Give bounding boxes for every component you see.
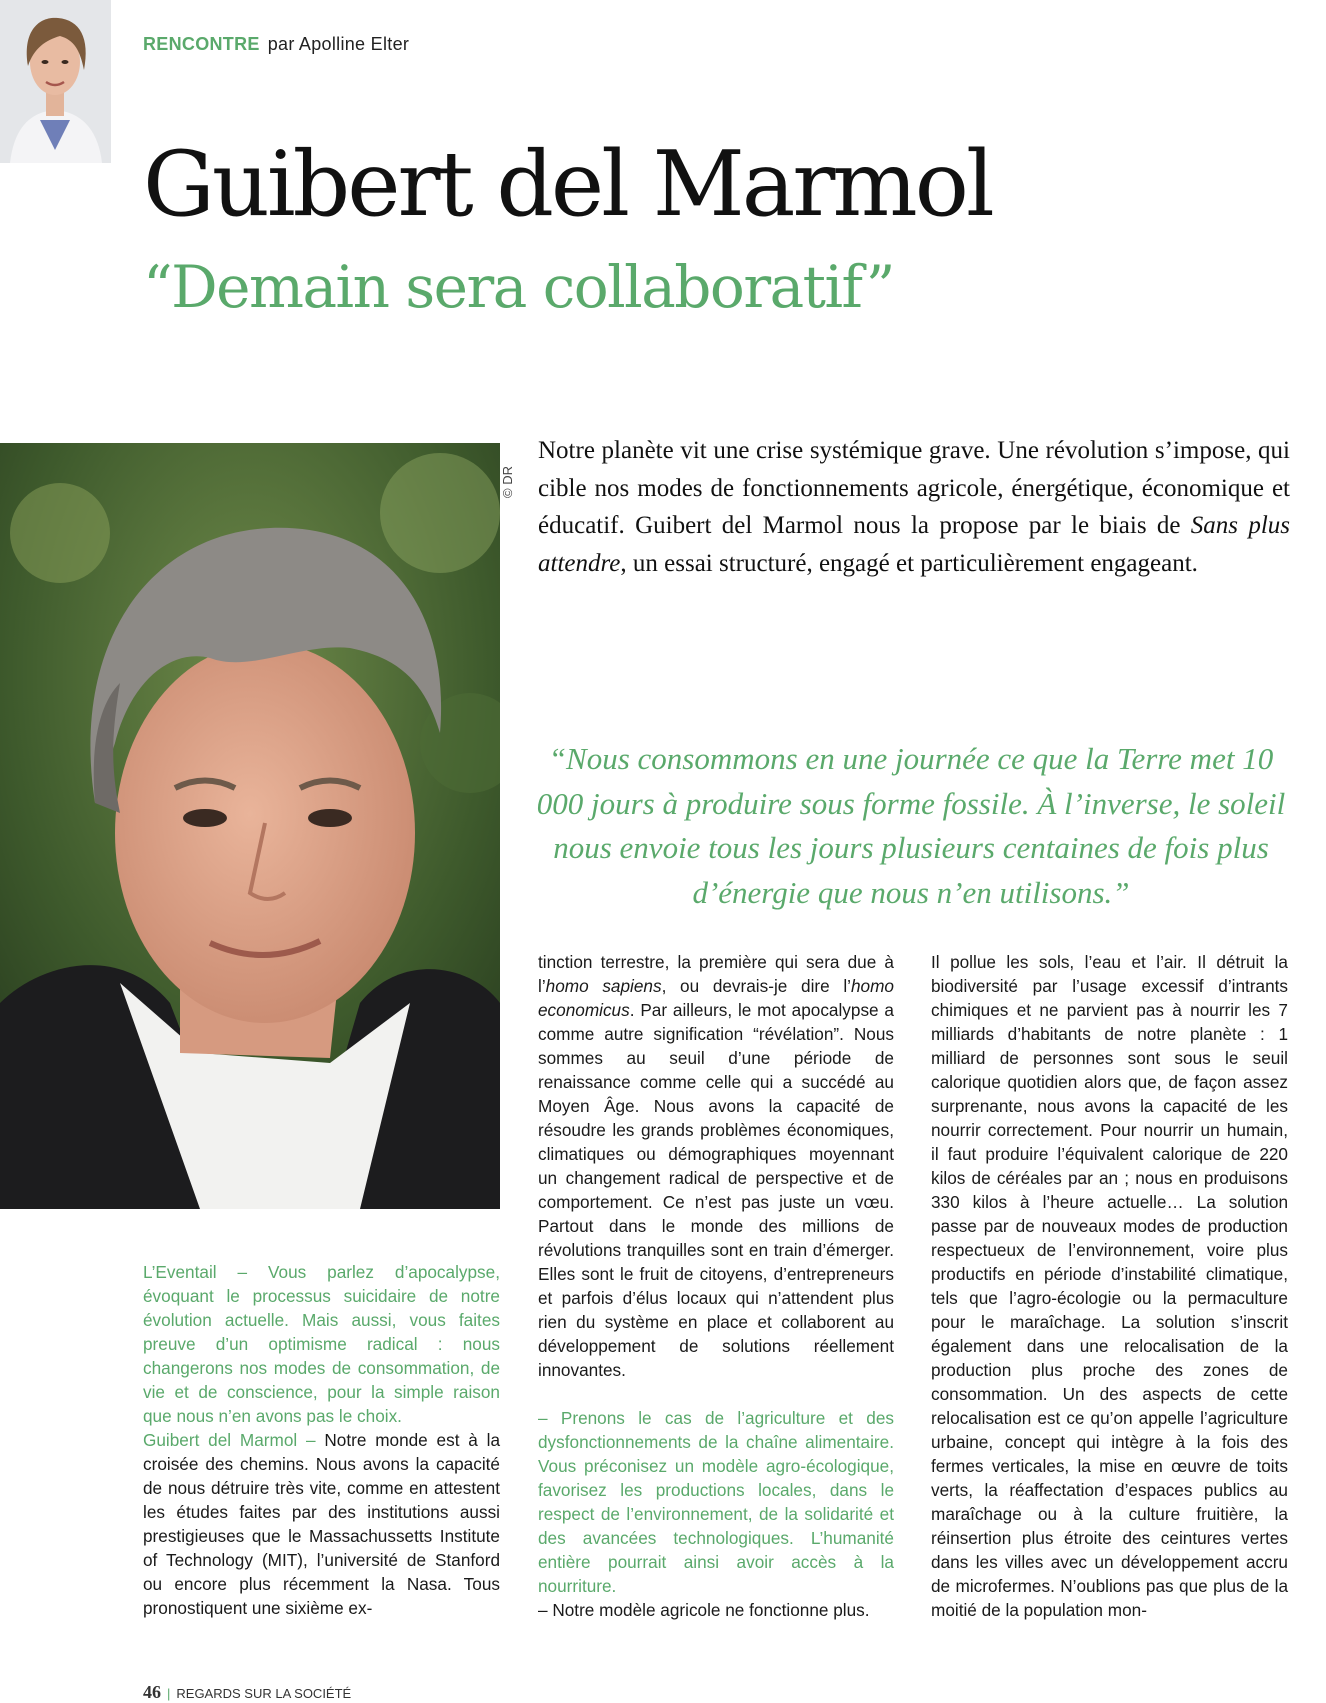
text-run: . Par ailleurs, le mot apocalypse a comme autre signification “révélation”. Nous sommes au seuil d’une période de renaissance comme celle qui a succédé au Moyen Âge. Nous avons la capacité de résoudre les grands problèmes économiques, climatiques ou démographiques moyennant un changement radical de perspective et de comportement. Ce n’est pas juste un vœu. Partout dans le monde des millions de révolutions tranquilles sont en train d’émerger. Elles sont le fruit de citoyens, d’entrepreneurs et parfois d’élus locaux qui n’attendent plus rien du système en place et collaborent au développement de solutions réellement innovantes. (538, 1000, 894, 1380)
text-run: , ou devrais-je dire l’ (661, 976, 851, 996)
speaker-label: Guibert del Marmol – (143, 1430, 316, 1450)
pull-quote: “Nous consommons en une journée ce que la Terre met 10 000 jours à produire sous forme fossile. À l’inverse, le soleil nous envoie tous les jours plusieurs centaines de fois plus d’énergie que nous n’en utilisons.” (536, 741, 1286, 910)
book-title: Sans plus attendre (538, 512, 1291, 577)
page-number: 46 (143, 1682, 161, 1702)
kicker (143, 34, 409, 55)
footer-separator: | (167, 1686, 171, 1701)
italic-term: homo sapiens (545, 976, 662, 996)
author-portrait (0, 0, 111, 163)
answer-text: Notre monde est à la croisée des chemins. Nous avons la capacité de nous détruire très vite, comme en attestent les études faites par des institutions aussi prestigieuses que le Massachussetts Institute of Technology (MIT), l’université de Stanford ou encore plus récemment la Nasa. Tous pronostiquent une sixième ex- (143, 1430, 501, 1618)
photo-credit-text: © DR (500, 466, 515, 498)
interview-answer (143, 1428, 500, 1620)
interview-question: L’Eventail – Vous parlez d’apocalypse, évoquant le processus suicidaire de notre évolution actuelle. Mais aussi, vous faites preuve d’un optimisme radical : nous changerons nos modes de consommation, de vie et de conscience, pour la simple raison que nous n’en avons pas le choix. (143, 1262, 500, 1426)
italic-term: homo economicus (538, 976, 894, 1020)
magazine-name: REGARDS SUR LA SOCIÉTÉ (176, 1686, 352, 1701)
column-2 (538, 950, 894, 1622)
interview-answer: – Notre modèle agricole ne fonctionne plus. (538, 1600, 870, 1620)
lead-paragraph (538, 432, 1290, 582)
spacer (538, 1382, 894, 1406)
answer-continued: Il pollue les sols, l’eau et l’air. Il détruit la biodiversité par l’usage excessif d’intrants chimiques et ne parvient pas à nourrir les 7 milliards d’habitants de notre planète : 1 milliard de personnes sont sous le seuil calorique quotidien alors que, de façon assez surprenante, nous avons la capacité de les nourrir correctement. Pour nourrir un humain, il faut produire l’équivalent calorique de 220 kilos de céréales par an ; nous en produisons 330 kilos à l’heure actuelle… La solution passe par de nouveaux modes de production respectueux de l’environnement, voire plus productifs en période d’instabilité climatique, tels que l’agro-écologie ou la permaculture pour le maraîchage. La solution s’inscrit également dans une relocalisation de la production plus proche des zones de consommation. Un des aspects de cette relocalisation est ce qu’on appelle l’agriculture urbaine, concept qui intègre à la fois des fermes verticales, la mise en œuvre de toits verts, la réaffectation d’espaces publics au maraîchage ou à la culture fruitière, la réinsertion plus étroite des ceintures vertes dans les villes avec un développement accru de microfermes. N’oublions pas que plus de la moitié de la population mon- (931, 952, 1288, 1620)
article-title: Guibert del Marmol (143, 132, 992, 237)
column-3 (931, 950, 1288, 1622)
interview-question: – Prenons le cas de l’agriculture et des dysfonctionnements de la chaîne alimentaire. Vous préconisez un modèle agro-écologique, favorisez les productions locales, dans le respect de l’environnement, de la solidarité et des avancées technologiques. L’humanité entière pourrait ainsi avoir accès à la nourriture. (538, 1408, 894, 1596)
lead-text-1: Notre planète vit une crise systémique grave. Une révolution s’impose, qui cible nos modes de fonctionnements agricole, énergétique, économique et éducatif. Guibert del Marmol nous la propose par le biais de (538, 437, 1290, 539)
answer-continued (538, 950, 894, 1382)
text-run: tinction terrestre, la première qui sera due à l’ (538, 952, 894, 996)
article-subtitle: “Demain sera collaboratif” (143, 253, 894, 321)
section-label: RENCONTRE (143, 34, 260, 54)
photo-credit (500, 446, 520, 506)
main-portrait-photo (0, 443, 500, 1209)
column-1 (143, 1260, 500, 1620)
lead-text-2: , un essai structuré, engagé et particulièrement engageant. (620, 549, 1198, 577)
byline: par Apolline Elter (267, 34, 410, 54)
